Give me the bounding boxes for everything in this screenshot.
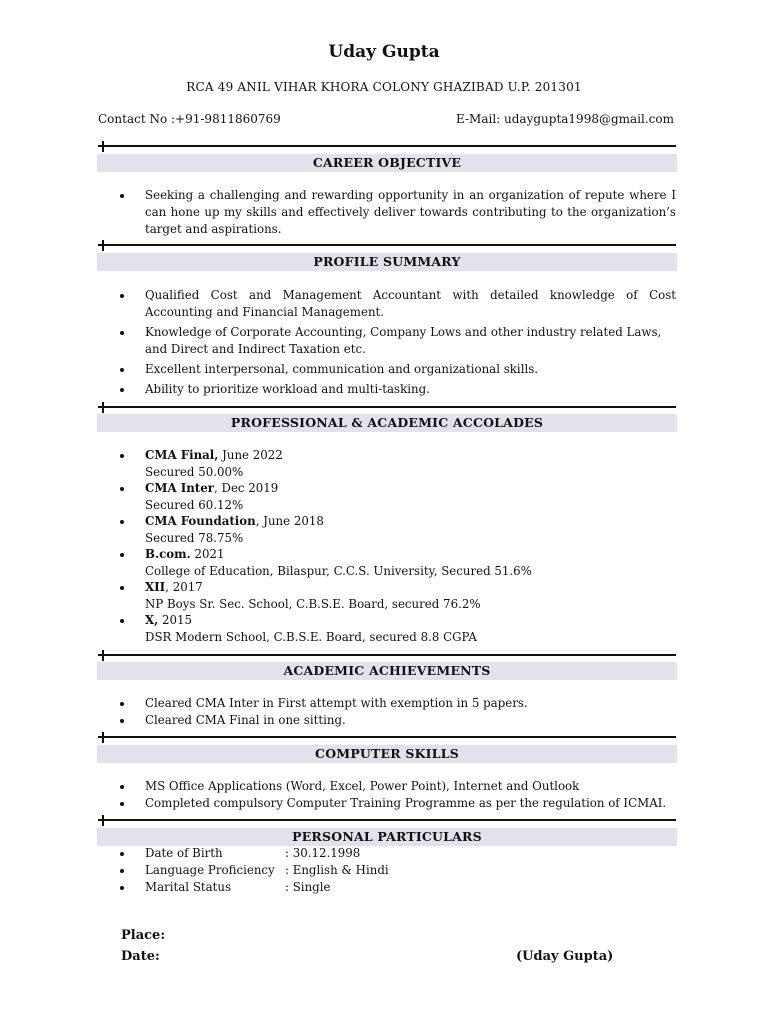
list-item: [120, 778, 676, 795]
bullet-cell: [120, 879, 145, 896]
qualification-date: , 2017: [165, 580, 203, 594]
list-item: [120, 546, 676, 579]
list-item-text: Qualified Cost and Management Accountant with detailed knowledge of Cost Accounting and Financial Management.: [145, 288, 676, 319]
section-divider: [98, 654, 676, 656]
personal-particulars-table: [120, 845, 389, 896]
section-divider: [98, 819, 676, 821]
section-title-computer-skills: COMPUTER SKILLS: [97, 745, 677, 763]
academic-achievements-list: [120, 695, 676, 729]
bullet-icon: [120, 869, 124, 873]
bullet-icon: [120, 388, 124, 392]
bullet-icon: [120, 852, 124, 856]
bullet-icon: [120, 331, 124, 335]
qualification-date: 2021: [190, 547, 225, 561]
profile-summary-list: [120, 287, 676, 398]
bullet-icon: [120, 194, 124, 198]
table-row: [120, 845, 389, 862]
divider-tick: [102, 815, 104, 826]
accolades-list: [120, 447, 676, 645]
divider-tick: [102, 240, 104, 251]
list-item-text: Completed compulsory Computer Training Programme as per the regulation of ICMAI.: [145, 796, 667, 810]
bullet-icon: [120, 454, 124, 458]
list-item: [120, 513, 676, 546]
address: RCA 49 ANIL VIHAR KHORA COLONY GHAZIBAD U.P. 201301: [186, 80, 582, 94]
field-label: Date of Birth: [145, 846, 223, 860]
section-title-personal-particulars: PERSONAL PARTICULARS: [97, 828, 677, 846]
qualification-name: XII: [145, 580, 166, 594]
bullet-icon: [120, 785, 124, 789]
section-title-profile-summary: PROFILE SUMMARY: [97, 253, 677, 271]
list-item-text: Cleared CMA Inter in First attempt with exemption in 5 papers.: [145, 696, 528, 710]
list-item: [120, 287, 676, 321]
qualification-date: , June 2018: [255, 514, 324, 528]
list-item: [120, 695, 676, 712]
list-item-text: Ability to prioritize workload and multi-tasking.: [145, 382, 430, 396]
date-label: Date:: [121, 949, 160, 964]
list-item-text: Seeking a challenging and rewarding opportunity in an organization of repute where I can hone up my skills and effectively deliver towards contributing to the organization’s target and aspirations.: [145, 188, 676, 236]
section-title-accolades: PROFESSIONAL & ACADEMIC ACCOLADES: [97, 414, 677, 432]
bullet-icon: [120, 719, 124, 723]
list-item: [120, 579, 676, 612]
table-row: [120, 862, 389, 879]
field-value: : 30.12.1998: [285, 846, 361, 860]
section-divider: [98, 145, 676, 147]
qualification-detail: College of Education, Bilaspur, C.C.S. University, Secured 51.6%: [145, 563, 532, 578]
contact-number: Contact No :+91-9811860769: [98, 112, 281, 126]
email-address: E-Mail: udaygupta1998@gmail.com: [456, 112, 674, 126]
qualification-date: 2015: [158, 613, 193, 627]
computer-skills-list: [120, 778, 676, 812]
divider-tick: [102, 402, 104, 413]
qualification-detail: Secured 78.75%: [145, 530, 244, 545]
field-label: Marital Status: [145, 880, 232, 894]
section-divider: [98, 406, 676, 408]
bullet-icon: [120, 586, 124, 590]
list-item-text: Knowledge of Corporate Accounting, Company Lows and other industry related Laws, and Direct and Indirect Taxation etc.: [145, 325, 662, 356]
list-item: [120, 381, 676, 398]
career-objective-list: [120, 187, 676, 238]
candidate-name: Uday Gupta: [328, 42, 440, 62]
qualification-date: , Dec 2019: [213, 481, 279, 495]
bullet-cell: [120, 862, 145, 879]
divider-tick: [102, 141, 104, 152]
bullet-icon: [120, 487, 124, 491]
list-item: [120, 361, 676, 378]
qualification-detail: NP Boys Sr. Sec. School, C.B.S.E. Board, secured 76.2%: [145, 596, 481, 611]
qualification-name: B.com.: [145, 547, 191, 561]
table-row: [120, 879, 389, 896]
list-item: [120, 187, 676, 238]
qualification-detail: Secured 60.12%: [145, 497, 244, 512]
divider-tick: [102, 732, 104, 743]
list-item: [120, 712, 676, 729]
list-item-text: Cleared CMA Final in one sitting.: [145, 713, 346, 727]
list-item: [120, 324, 676, 358]
field-value: : Single: [285, 880, 331, 894]
section-divider: [98, 244, 676, 246]
qualification-detail: DSR Modern School, C.B.S.E. Board, secured 8.8 CGPA: [145, 629, 477, 644]
list-item: [120, 795, 676, 812]
list-item: [120, 612, 676, 645]
list-item-text: MS Office Applications (Word, Excel, Power Point), Internet and Outlook: [145, 779, 580, 793]
qualification-date: June 2022: [218, 448, 283, 462]
signature-name: (Uday Gupta): [516, 949, 614, 964]
field-value: : English & Hindi: [285, 863, 389, 877]
bullet-cell: [120, 845, 145, 862]
bullet-icon: [120, 368, 124, 372]
qualification-name: CMA Foundation: [145, 514, 256, 528]
qualification-name: CMA Inter: [145, 481, 214, 495]
bullet-icon: [120, 294, 124, 298]
section-divider: [98, 736, 676, 738]
bullet-icon: [120, 619, 124, 623]
list-item: [120, 480, 676, 513]
section-title-academic-achievements: ACADEMIC ACHIEVEMENTS: [97, 662, 677, 680]
list-item-text: Excellent interpersonal, communication and organizational skills.: [145, 362, 539, 376]
bullet-icon: [120, 886, 124, 890]
section-title-career-objective: CAREER OBJECTIVE: [97, 154, 677, 172]
divider-tick: [102, 650, 104, 661]
bullet-icon: [120, 702, 124, 706]
list-item: [120, 447, 676, 480]
qualification-name: X,: [145, 613, 159, 627]
field-label: Language Proficiency: [145, 863, 275, 877]
bullet-icon: [120, 520, 124, 524]
qualification-detail: Secured 50.00%: [145, 464, 244, 479]
bullet-icon: [120, 553, 124, 557]
qualification-name: CMA Final,: [145, 448, 219, 462]
place-label: Place:: [121, 928, 166, 943]
bullet-icon: [120, 802, 124, 806]
